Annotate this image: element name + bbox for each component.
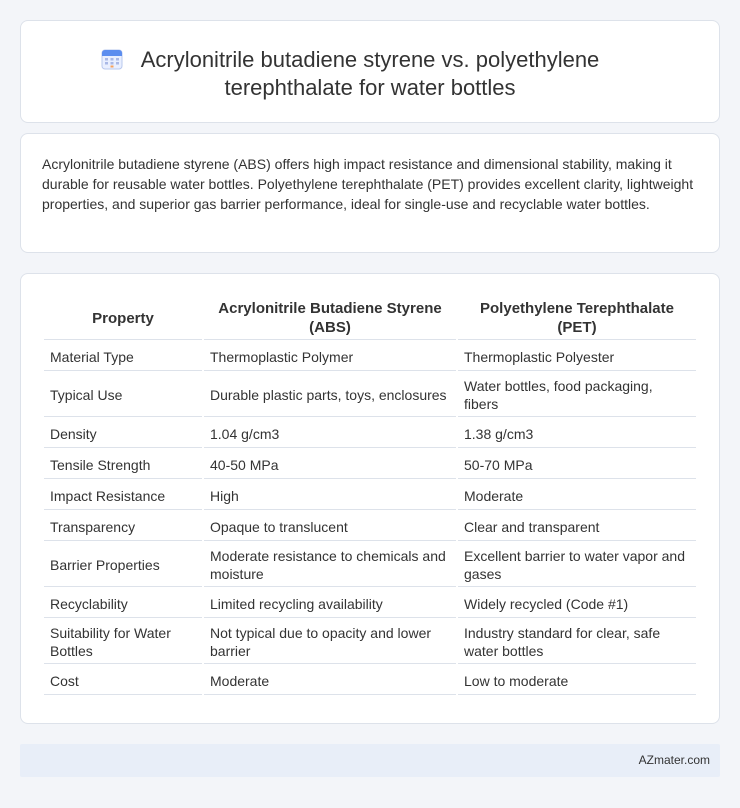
intro-paragraph: Acrylonitrile butadiene styrene (ABS) offers high impact resistance and dimensional stability, making it durable for reusable water bottles. Polyethylene terephthalate (PET) provides excellent clarity, lightweight properties, and superior gas barrier performance, ideal for single-use and recyclable water bottles.: [42, 156, 694, 212]
cell-property: Impact Resistance: [44, 481, 202, 510]
title-card: [20, 20, 720, 123]
cell-property: Cost: [44, 666, 202, 695]
comparison-table: [42, 296, 698, 697]
footer-bar: [20, 744, 720, 777]
table-row: [44, 512, 696, 541]
page-title: Acrylonitrile butadiene styrene vs. polyethylene terephthalate for water bottles: [140, 47, 600, 100]
cell-abs: Not typical due to opacity and lower barrier: [204, 620, 456, 664]
cell-property: Typical Use: [44, 373, 202, 417]
cell-abs: Durable plastic parts, toys, enclosures: [204, 373, 456, 417]
cell-pet: Water bottles, food packaging, fibers: [458, 373, 696, 417]
cell-abs: High: [204, 481, 456, 510]
cell-pet: Excellent barrier to water vapor and gases: [458, 543, 696, 587]
cell-abs: 40-50 MPa: [204, 450, 456, 479]
table-row: [44, 450, 696, 479]
cell-pet: 50-70 MPa: [458, 450, 696, 479]
header-abs: Acrylonitrile Butadiene Styrene (ABS): [204, 298, 456, 340]
footer-site-link[interactable]: AZmater.com: [638, 753, 710, 767]
cell-property: Tensile Strength: [44, 450, 202, 479]
cell-pet: Moderate: [458, 481, 696, 510]
table-row: [44, 481, 696, 510]
cell-pet: Low to moderate: [458, 666, 696, 695]
cell-property: Material Type: [44, 342, 202, 371]
cell-abs: Opaque to translucent: [204, 512, 456, 541]
table-row: [44, 342, 696, 371]
header-pet: Polyethylene Terephthalate (PET): [458, 298, 696, 340]
table-header-row: [44, 298, 696, 340]
cell-property: Suitability for Water Bottles: [44, 620, 202, 664]
cell-pet: Widely recycled (Code #1): [458, 589, 696, 618]
cell-abs: Limited recycling availability: [204, 589, 456, 618]
table-row: [44, 373, 696, 417]
table-row: [44, 666, 696, 695]
table-row: [44, 589, 696, 618]
cell-abs: Moderate: [204, 666, 456, 695]
header-property: Property: [44, 298, 202, 340]
cell-property: Transparency: [44, 512, 202, 541]
cell-property: Barrier Properties: [44, 543, 202, 587]
cell-abs: Moderate resistance to chemicals and moisture: [204, 543, 456, 587]
cell-pet: Industry standard for clear, safe water bottles: [458, 620, 696, 664]
intro-card: [20, 133, 720, 253]
cell-pet: Thermoplastic Polyester: [458, 342, 696, 371]
table-row: [44, 620, 696, 664]
comparison-table-card: [20, 273, 720, 724]
table-row: [44, 543, 696, 587]
cell-pet: 1.38 g/cm3: [458, 419, 696, 448]
cell-property: Density: [44, 419, 202, 448]
table-row: [44, 419, 696, 448]
cell-abs: Thermoplastic Polymer: [204, 342, 456, 371]
cell-property: Recyclability: [44, 589, 202, 618]
cell-pet: Clear and transparent: [458, 512, 696, 541]
cell-abs: 1.04 g/cm3: [204, 419, 456, 448]
